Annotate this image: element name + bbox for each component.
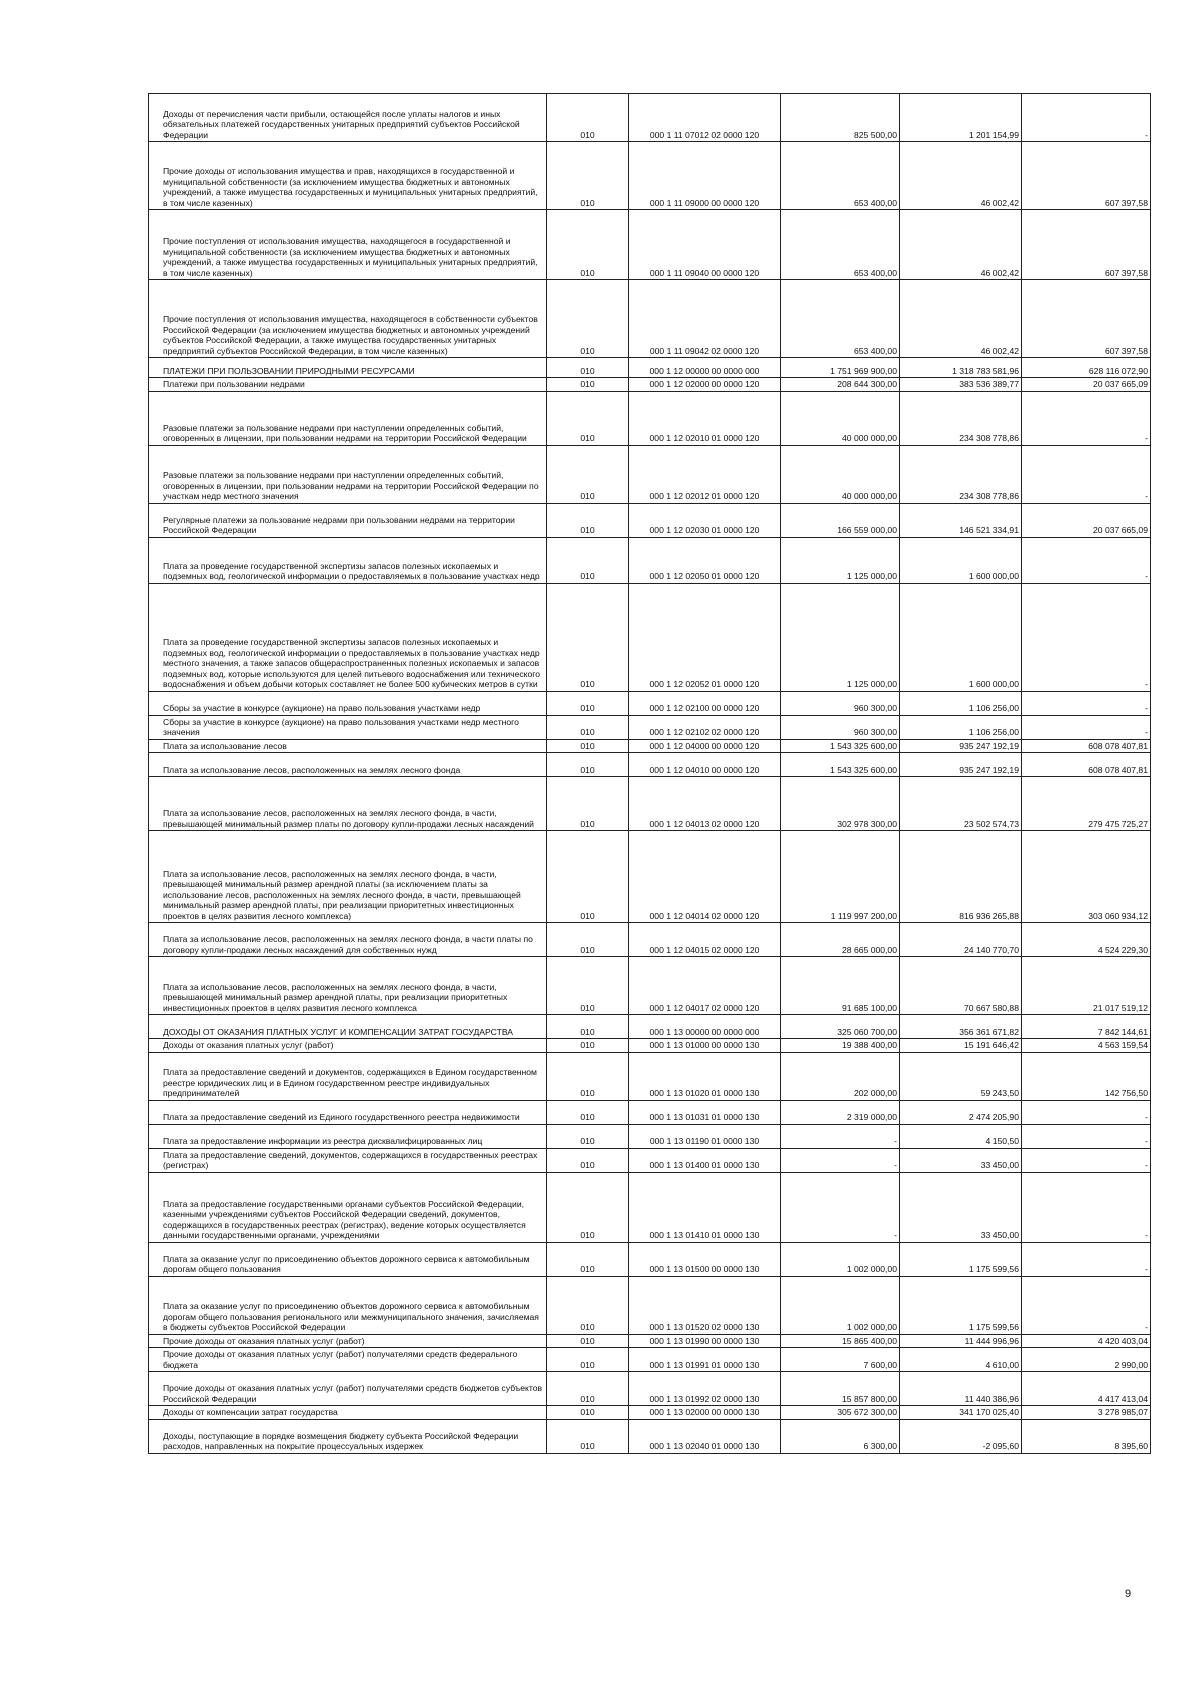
row-unexecuted-cell: - <box>1022 1276 1151 1334</box>
table-row <box>149 142 1151 210</box>
row-executed-cell: 1 600 000,00 <box>900 583 1022 691</box>
row-code-cell: 010 <box>547 1242 629 1276</box>
row-approved-cell: 960 300,00 <box>781 715 900 739</box>
row-kbk-cell: 000 1 12 02052 01 0000 120 <box>629 583 781 691</box>
row-name-cell: Прочие поступления от использования имущества, находящегося в государственной и муниципальной собственности (за исключением имущества бюджетных и автономных учреждений, а также имущества государственных и муниципальных унитарных предприятий, в том числе казенных) <box>149 210 547 280</box>
table-row <box>149 280 1151 358</box>
row-approved-cell: 2 319 000,00 <box>781 1100 900 1124</box>
row-unexecuted-cell: 607 397,58 <box>1022 210 1151 280</box>
table-body <box>149 94 1151 1454</box>
row-executed-cell: 1 106 256,00 <box>900 715 1022 739</box>
row-kbk-cell: 000 1 13 01410 01 0000 130 <box>629 1172 781 1242</box>
row-code-cell: 010 <box>547 831 629 923</box>
row-name-cell: Плата за использование лесов, расположенных на землях лесного фонда, в части, превышающей минимальный размер арендной платы, при реализации приоритетных инвестиционных проектов в целях развития лесного комплекса <box>149 957 547 1015</box>
row-approved-cell: 19 388 400,00 <box>781 1039 900 1053</box>
row-approved-cell: 15 857 800,00 <box>781 1372 900 1406</box>
row-executed-cell: 1 318 783 581,96 <box>900 358 1022 378</box>
table-row <box>149 777 1151 831</box>
row-kbk-cell: 000 1 12 02102 02 0000 120 <box>629 715 781 739</box>
table-row <box>149 1419 1151 1453</box>
row-unexecuted-cell: 608 078 407,81 <box>1022 753 1151 777</box>
row-executed-cell: 1 600 000,00 <box>900 537 1022 583</box>
table-row <box>149 1276 1151 1334</box>
row-code-cell: 010 <box>547 391 629 445</box>
row-unexecuted-cell: 8 395,60 <box>1022 1419 1151 1453</box>
row-code-cell: 010 <box>547 1148 629 1172</box>
table-row <box>149 94 1151 142</box>
row-code-cell: 010 <box>547 1015 629 1039</box>
row-kbk-cell: 000 1 11 09042 02 0000 120 <box>629 280 781 358</box>
row-approved-cell: 15 865 400,00 <box>781 1334 900 1348</box>
row-code-cell: 010 <box>547 1419 629 1453</box>
row-unexecuted-cell: 628 116 072,90 <box>1022 358 1151 378</box>
table-row <box>149 1148 1151 1172</box>
row-unexecuted-cell: 21 017 519,12 <box>1022 957 1151 1015</box>
table-row <box>149 739 1151 753</box>
table-row <box>149 1348 1151 1372</box>
table-row <box>149 1015 1151 1039</box>
table-row <box>149 537 1151 583</box>
row-kbk-cell: 000 1 13 01990 00 0000 130 <box>629 1334 781 1348</box>
row-executed-cell: 59 243,50 <box>900 1052 1022 1100</box>
row-executed-cell: 11 440 386,96 <box>900 1372 1022 1406</box>
row-approved-cell: 1 125 000,00 <box>781 583 900 691</box>
row-code-cell: 010 <box>547 503 629 537</box>
table-row <box>149 445 1151 503</box>
table-row <box>149 1100 1151 1124</box>
row-approved-cell: - <box>781 1124 900 1148</box>
row-executed-cell: 234 308 778,86 <box>900 445 1022 503</box>
page-number: 9 <box>1125 1588 1132 1600</box>
row-name-cell: Плата за предоставление информации из реестра дисквалифицированных лиц <box>149 1124 547 1148</box>
row-unexecuted-cell: - <box>1022 1148 1151 1172</box>
row-kbk-cell: 000 1 13 02040 01 0000 130 <box>629 1419 781 1453</box>
table-row <box>149 1334 1151 1348</box>
row-unexecuted-cell: 142 756,50 <box>1022 1052 1151 1100</box>
row-unexecuted-cell: - <box>1022 445 1151 503</box>
row-unexecuted-cell: 3 278 985,07 <box>1022 1406 1151 1420</box>
row-executed-cell: 23 502 574,73 <box>900 777 1022 831</box>
row-unexecuted-cell: 4 524 229,30 <box>1022 923 1151 957</box>
row-kbk-cell: 000 1 12 04000 00 0000 120 <box>629 739 781 753</box>
table-row <box>149 583 1151 691</box>
row-code-cell: 010 <box>547 94 629 142</box>
row-executed-cell: 383 536 389,77 <box>900 378 1022 392</box>
row-code-cell: 010 <box>547 1124 629 1148</box>
row-unexecuted-cell: 2 990,00 <box>1022 1348 1151 1372</box>
row-name-cell: Прочие доходы от оказания платных услуг (работ) <box>149 1334 547 1348</box>
row-name-cell: Плата за проведение государственной экспертизы запасов полезных ископаемых и подземных вод, геологической информации о предоставляемых в пользование участках недр <box>149 537 547 583</box>
row-name-cell: Плата за предоставление сведений из Единого государственного реестра недвижимости <box>149 1100 547 1124</box>
row-kbk-cell: 000 1 13 01000 00 0000 130 <box>629 1039 781 1053</box>
table-row <box>149 358 1151 378</box>
row-unexecuted-cell: - <box>1022 715 1151 739</box>
row-code-cell: 010 <box>547 1172 629 1242</box>
row-code-cell: 010 <box>547 753 629 777</box>
row-code-cell: 010 <box>547 210 629 280</box>
row-executed-cell: 816 936 265,88 <box>900 831 1022 923</box>
row-unexecuted-cell: 279 475 725,27 <box>1022 777 1151 831</box>
row-name-cell: Плата за использование лесов, расположенных на землях лесного фонда, в части, превышающей минимальный размер платы по договору купли-продажи лесных насаждений <box>149 777 547 831</box>
row-code-cell: 010 <box>547 1276 629 1334</box>
row-name-cell: Плата за использование лесов, расположенных на землях лесного фонда, в части, превышающей минимальный размер арендной платы (за исключением платы за использование лесов, расположенных на землях лесного фонда, в части, превышающей минимальный размер арендной платы, при реализации приоритетных инвестиционных проектов в целях развития лесного комплекса) <box>149 831 547 923</box>
row-kbk-cell: 000 1 11 09040 00 0000 120 <box>629 210 781 280</box>
row-name-cell: Плата за использование лесов <box>149 739 547 753</box>
row-unexecuted-cell: - <box>1022 537 1151 583</box>
row-approved-cell: 91 685 100,00 <box>781 957 900 1015</box>
row-code-cell: 010 <box>547 691 629 715</box>
row-approved-cell: 166 559 000,00 <box>781 503 900 537</box>
row-code-cell: 010 <box>547 1372 629 1406</box>
row-executed-cell: 46 002,42 <box>900 280 1022 358</box>
row-unexecuted-cell: 20 037 665,09 <box>1022 378 1151 392</box>
table-row <box>149 1172 1151 1242</box>
row-kbk-cell: 000 1 12 04013 02 0000 120 <box>629 777 781 831</box>
row-unexecuted-cell: - <box>1022 691 1151 715</box>
row-unexecuted-cell: 20 037 665,09 <box>1022 503 1151 537</box>
row-kbk-cell: 000 1 12 02000 00 0000 120 <box>629 378 781 392</box>
row-code-cell: 010 <box>547 378 629 392</box>
row-code-cell: 010 <box>547 957 629 1015</box>
row-executed-cell: 2 474 205,90 <box>900 1100 1022 1124</box>
table-row <box>149 831 1151 923</box>
row-unexecuted-cell: 607 397,58 <box>1022 142 1151 210</box>
row-unexecuted-cell: 608 078 407,81 <box>1022 739 1151 753</box>
row-approved-cell: - <box>781 1172 900 1242</box>
row-approved-cell: 653 400,00 <box>781 210 900 280</box>
row-kbk-cell: 000 1 12 02050 01 0000 120 <box>629 537 781 583</box>
row-approved-cell: 1 751 969 900,00 <box>781 358 900 378</box>
row-approved-cell: 40 000 000,00 <box>781 445 900 503</box>
row-name-cell: Плата за предоставление сведений, документов, содержащихся в государственных реестрах (регистрах) <box>149 1148 547 1172</box>
row-kbk-cell: 000 1 12 02012 01 0000 120 <box>629 445 781 503</box>
row-name-cell: Прочие доходы от оказания платных услуг (работ) получателями средств федерального бюджета <box>149 1348 547 1372</box>
table-row <box>149 753 1151 777</box>
row-code-cell: 010 <box>547 1348 629 1372</box>
row-code-cell: 010 <box>547 1100 629 1124</box>
row-code-cell: 010 <box>547 739 629 753</box>
row-unexecuted-cell: - <box>1022 1100 1151 1124</box>
row-name-cell: Плата за использование лесов, расположенных на землях лесного фонда, в части платы по договору купли-продажи лесных насаждений для собственных нужд <box>149 923 547 957</box>
row-unexecuted-cell: - <box>1022 1172 1151 1242</box>
row-approved-cell: 1 002 000,00 <box>781 1242 900 1276</box>
row-executed-cell: 1 175 599,56 <box>900 1276 1022 1334</box>
row-name-cell: Сборы за участие в конкурсе (аукционе) на право пользования участками недр <box>149 691 547 715</box>
row-kbk-cell: 000 1 13 02000 00 0000 130 <box>629 1406 781 1420</box>
table-row <box>149 210 1151 280</box>
row-code-cell: 010 <box>547 1334 629 1348</box>
row-code-cell: 010 <box>547 280 629 358</box>
row-executed-cell: 4 150,50 <box>900 1124 1022 1148</box>
row-executed-cell: -2 095,60 <box>900 1419 1022 1453</box>
row-approved-cell: 40 000 000,00 <box>781 391 900 445</box>
row-kbk-cell: 000 1 11 07012 02 0000 120 <box>629 94 781 142</box>
row-name-cell: Доходы от оказания платных услуг (работ) <box>149 1039 547 1053</box>
row-kbk-cell: 000 1 13 01190 01 0000 130 <box>629 1124 781 1148</box>
row-name-cell: ДОХОДЫ ОТ ОКАЗАНИЯ ПЛАТНЫХ УСЛУГ И КОМПЕНСАЦИИ ЗАТРАТ ГОСУДАРСТВА <box>149 1015 547 1039</box>
row-kbk-cell: 000 1 13 01020 01 0000 130 <box>629 1052 781 1100</box>
row-name-cell: Разовые платежи за пользование недрами при наступлении определенных событий, оговоренных в лицензии, при пользовании недрами на территории Российской Федерации по участкам недр местного значения <box>149 445 547 503</box>
row-unexecuted-cell: 303 060 934,12 <box>1022 831 1151 923</box>
table-row <box>149 1124 1151 1148</box>
row-name-cell: Плата за оказание услуг по присоединению объектов дорожного сервиса к автомобильным дорогам общего пользования регионального или межмуниципального значения, зачисляемая в бюджеты субъектов Российской Федерации <box>149 1276 547 1334</box>
table-row <box>149 1372 1151 1406</box>
row-approved-cell: - <box>781 1148 900 1172</box>
row-kbk-cell: 000 1 12 04010 00 0000 120 <box>629 753 781 777</box>
row-executed-cell: 1 201 154,99 <box>900 94 1022 142</box>
row-executed-cell: 935 247 192,19 <box>900 739 1022 753</box>
row-name-cell: Сборы за участие в конкурсе (аукционе) на право пользования участками недр местного значения <box>149 715 547 739</box>
row-code-cell: 010 <box>547 583 629 691</box>
row-code-cell: 010 <box>547 142 629 210</box>
table-row <box>149 1052 1151 1100</box>
row-name-cell: ПЛАТЕЖИ ПРИ ПОЛЬЗОВАНИИ ПРИРОДНЫМИ РЕСУРСАМИ <box>149 358 547 378</box>
row-kbk-cell: 000 1 12 04014 02 0000 120 <box>629 831 781 923</box>
row-approved-cell: 653 400,00 <box>781 142 900 210</box>
table-row <box>149 923 1151 957</box>
row-kbk-cell: 000 1 12 00000 00 0000 000 <box>629 358 781 378</box>
row-approved-cell: 208 644 300,00 <box>781 378 900 392</box>
row-executed-cell: 1 175 599,56 <box>900 1242 1022 1276</box>
row-executed-cell: 4 610,00 <box>900 1348 1022 1372</box>
row-executed-cell: 341 170 025,40 <box>900 1406 1022 1420</box>
row-approved-cell: 1 119 997 200,00 <box>781 831 900 923</box>
row-name-cell: Плата за использование лесов, расположенных на землях лесного фонда <box>149 753 547 777</box>
row-executed-cell: 234 308 778,86 <box>900 391 1022 445</box>
row-code-cell: 010 <box>547 923 629 957</box>
row-code-cell: 010 <box>547 1406 629 1420</box>
row-name-cell: Платежи при пользовании недрами <box>149 378 547 392</box>
row-approved-cell: 653 400,00 <box>781 280 900 358</box>
row-kbk-cell: 000 1 12 04017 02 0000 120 <box>629 957 781 1015</box>
row-kbk-cell: 000 1 13 01400 01 0000 130 <box>629 1148 781 1172</box>
row-approved-cell: 305 672 300,00 <box>781 1406 900 1420</box>
row-approved-cell: 1 543 325 600,00 <box>781 753 900 777</box>
row-unexecuted-cell: 4 420 403,04 <box>1022 1334 1151 1348</box>
table-row <box>149 691 1151 715</box>
table-row <box>149 957 1151 1015</box>
row-approved-cell: 1 002 000,00 <box>781 1276 900 1334</box>
row-name-cell: Доходы, поступающие в порядке возмещения бюджету субъекта Российской Федерации расходов, направленных на покрытие процессуальных издержек <box>149 1419 547 1453</box>
row-executed-cell: 15 191 646,42 <box>900 1039 1022 1053</box>
row-kbk-cell: 000 1 12 04015 02 0000 120 <box>629 923 781 957</box>
row-kbk-cell: 000 1 13 01520 02 0000 130 <box>629 1276 781 1334</box>
row-kbk-cell: 000 1 13 01991 01 0000 130 <box>629 1348 781 1372</box>
row-unexecuted-cell: - <box>1022 1124 1151 1148</box>
budget-income-table <box>148 93 1151 1454</box>
row-executed-cell: 356 361 671,82 <box>900 1015 1022 1039</box>
row-executed-cell: 11 444 996,96 <box>900 1334 1022 1348</box>
row-name-cell: Прочие поступления от использования имущества, находящегося в собственности субъектов Российской Федерации (за исключением имущества бюджетных и автономных учреждений субъектов Российской Федерации, а также имущества государственных унитарных предприятий субъектов Российской Федерации, в том числе казенных) <box>149 280 547 358</box>
row-unexecuted-cell: 607 397,58 <box>1022 280 1151 358</box>
row-approved-cell: 7 600,00 <box>781 1348 900 1372</box>
row-kbk-cell: 000 1 13 01992 02 0000 130 <box>629 1372 781 1406</box>
row-code-cell: 010 <box>547 358 629 378</box>
row-approved-cell: 28 665 000,00 <box>781 923 900 957</box>
row-unexecuted-cell: - <box>1022 1242 1151 1276</box>
row-code-cell: 010 <box>547 537 629 583</box>
row-unexecuted-cell: 4 417 413,04 <box>1022 1372 1151 1406</box>
row-name-cell: Регулярные платежи за пользование недрами при пользовании недрами на территории Российской Федерации <box>149 503 547 537</box>
row-kbk-cell: 000 1 12 02030 01 0000 120 <box>629 503 781 537</box>
row-approved-cell: 960 300,00 <box>781 691 900 715</box>
table-row <box>149 503 1151 537</box>
table-row <box>149 1406 1151 1420</box>
row-executed-cell: 24 140 770,70 <box>900 923 1022 957</box>
row-executed-cell: 33 450,00 <box>900 1148 1022 1172</box>
row-executed-cell: 935 247 192,19 <box>900 753 1022 777</box>
row-executed-cell: 1 106 256,00 <box>900 691 1022 715</box>
row-kbk-cell: 000 1 12 02100 00 0000 120 <box>629 691 781 715</box>
row-unexecuted-cell: - <box>1022 583 1151 691</box>
table-row <box>149 1039 1151 1053</box>
row-name-cell: Прочие доходы от оказания платных услуг (работ) получателями средств бюджетов субъектов Российской Федерации <box>149 1372 547 1406</box>
row-unexecuted-cell: 7 842 144,61 <box>1022 1015 1151 1039</box>
row-name-cell: Плата за оказание услуг по присоединению объектов дорожного сервиса к автомобильным дорогам общего пользования <box>149 1242 547 1276</box>
row-code-cell: 010 <box>547 445 629 503</box>
row-kbk-cell: 000 1 12 02010 01 0000 120 <box>629 391 781 445</box>
row-name-cell: Плата за предоставление сведений и документов, содержащихся в Едином государственном реестре юридических лиц и в Едином государственном реестре индивидуальных предпринимателей <box>149 1052 547 1100</box>
row-approved-cell: 325 060 700,00 <box>781 1015 900 1039</box>
row-name-cell: Доходы от перечисления части прибыли, остающейся после уплаты налогов и иных обязательных платежей государственных унитарных предприятий субъектов Российской Федерации <box>149 94 547 142</box>
row-code-cell: 010 <box>547 1039 629 1053</box>
row-approved-cell: 202 000,00 <box>781 1052 900 1100</box>
row-code-cell: 010 <box>547 715 629 739</box>
row-executed-cell: 146 521 334,91 <box>900 503 1022 537</box>
row-name-cell: Разовые платежи за пользование недрами при наступлении определенных событий, оговоренных в лицензии, при пользовании недрами на территории Российской Федерации <box>149 391 547 445</box>
row-kbk-cell: 000 1 13 01031 01 0000 130 <box>629 1100 781 1124</box>
row-unexecuted-cell: - <box>1022 94 1151 142</box>
row-name-cell: Плата за предоставление государственными органами субъектов Российской Федерации, казенными учреждениями субъектов Российской Федерации сведений, документов, содержащихся в государственных реестрах (регистрах), ведение которых осуществляется данными государственными органами, учреждениями <box>149 1172 547 1242</box>
table-row <box>149 378 1151 392</box>
row-code-cell: 010 <box>547 777 629 831</box>
row-kbk-cell: 000 1 13 01500 00 0000 130 <box>629 1242 781 1276</box>
row-kbk-cell: 000 1 11 09000 00 0000 120 <box>629 142 781 210</box>
table-row <box>149 391 1151 445</box>
row-approved-cell: 1 125 000,00 <box>781 537 900 583</box>
row-approved-cell: 6 300,00 <box>781 1419 900 1453</box>
row-unexecuted-cell: - <box>1022 391 1151 445</box>
row-approved-cell: 825 500,00 <box>781 94 900 142</box>
row-approved-cell: 1 543 325 600,00 <box>781 739 900 753</box>
table-row <box>149 715 1151 739</box>
row-approved-cell: 302 978 300,00 <box>781 777 900 831</box>
row-name-cell: Плата за проведение государственной экспертизы запасов полезных ископаемых и подземных вод, геологической информации о предоставляемых в пользование участках недр местного значения, а также запасов общераспространенных полезных ископаемых и запасов подземных вод, которые используются для целей питьевого водоснабжения или технического водоснабжения и объем добычи которых составляет не более 500 кубических метров в сутки <box>149 583 547 691</box>
row-executed-cell: 33 450,00 <box>900 1172 1022 1242</box>
row-name-cell: Доходы от компенсации затрат государства <box>149 1406 547 1420</box>
row-executed-cell: 70 667 580,88 <box>900 957 1022 1015</box>
row-executed-cell: 46 002,42 <box>900 142 1022 210</box>
row-unexecuted-cell: 4 563 159,54 <box>1022 1039 1151 1053</box>
row-executed-cell: 46 002,42 <box>900 210 1022 280</box>
row-name-cell: Прочие доходы от использования имущества и прав, находящихся в государственной и муниципальной собственности (за исключением имущества бюджетных и автономных учреждений, а также имущества государственных и муниципальных унитарных предприятий, в том числе казенных) <box>149 142 547 210</box>
row-kbk-cell: 000 1 13 00000 00 0000 000 <box>629 1015 781 1039</box>
table-row <box>149 1242 1151 1276</box>
row-code-cell: 010 <box>547 1052 629 1100</box>
